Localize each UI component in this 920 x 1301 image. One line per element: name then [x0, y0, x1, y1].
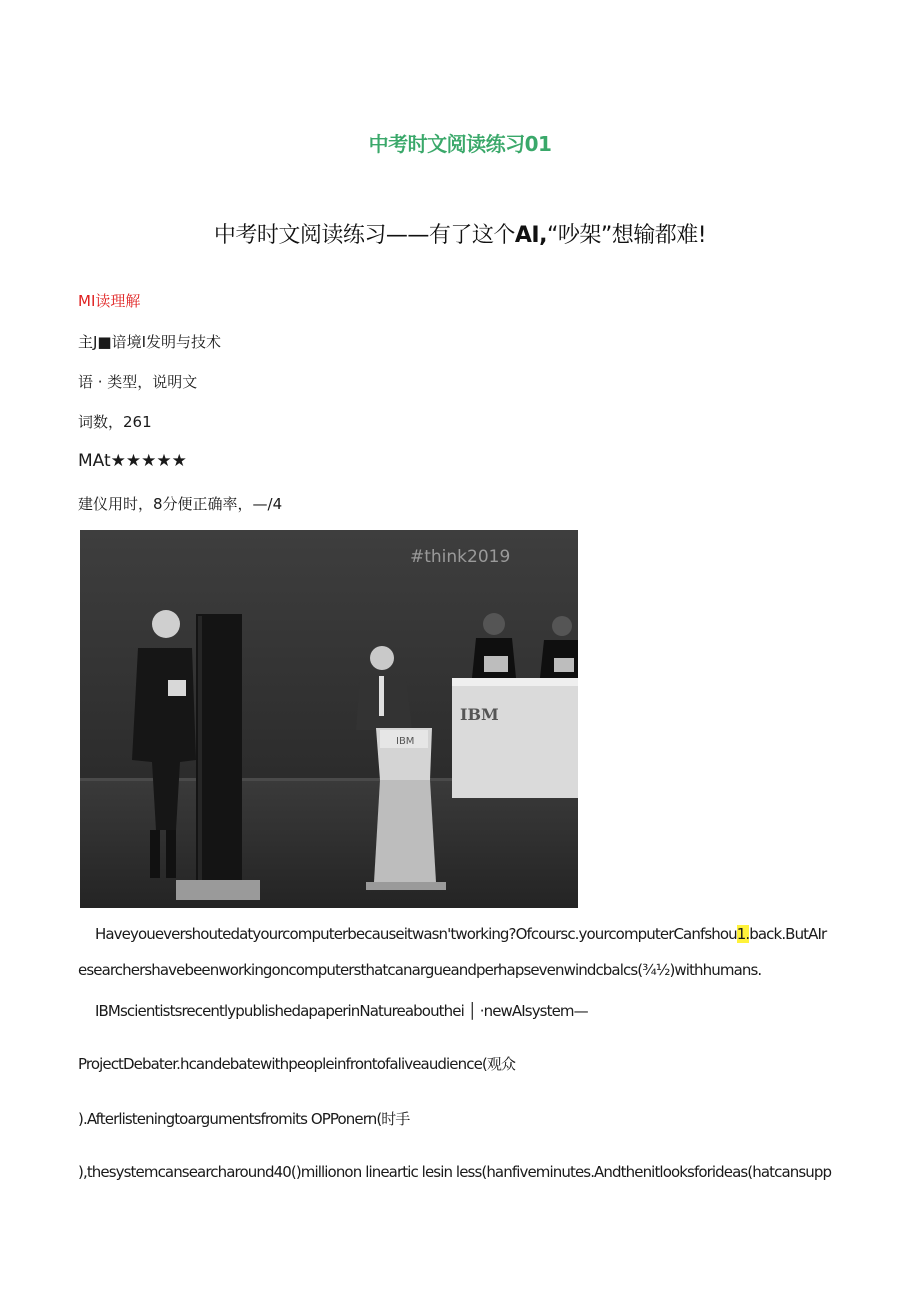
paragraph-2-line-4: ),thesystemcansearcharound40()millionon lineartic lesin less(hanfiveminutes.Andthenitlooksforideas(hatcansupp [78, 1163, 832, 1181]
highlighted-question-marker: 1. [736, 925, 750, 943]
ibm-desk [452, 678, 578, 798]
debate-photo [80, 530, 578, 908]
paragraph-1-line-2: esearchershavebeenworkingoncomputersthatcanargueandperhapsevenwindcbalcs(¾½)withhumans. [78, 961, 762, 979]
paragraph-1-text-a: Haveyouevershoutedatyourcomputerbecauseitwasn'tworking?Ofcoursc.yourcomputerCanfshou [95, 925, 737, 943]
word-count-line: 词数，261 [78, 413, 152, 431]
article-title-suffix: “吵架”想输都难! [546, 223, 707, 248]
document-title: 中考时文阅读练习01 [368, 132, 552, 156]
paragraph-2-line-3: ).Afterlisteningtoargumentsfromits OPPonern(时手 [78, 1110, 410, 1128]
article-title-prefix: 中考时文阅读练习——有了这个 [213, 223, 515, 248]
paragraph-1-text-b: back.ButAIr [749, 925, 827, 943]
difficulty-line: MAt★★★★★ [78, 451, 187, 471]
article-title-ai: AI, [514, 223, 547, 248]
type-line: 语 · 类型，说明文 [78, 373, 198, 391]
topic-line: 主J■谙境I发明与技术 [78, 333, 222, 351]
podium-logo-text: IBM [396, 736, 415, 747]
paragraph-2-line-1: IBMscientistsrecentlypublishedapaperinNatureabouthei │ ·newAIsystem— [95, 1002, 588, 1020]
photo-hashtag-text: #think2019 [410, 547, 511, 567]
paragraph-2-line-2: ProjectDebater.hcandebatewithpeopleinfrontofaliveaudience(观众 [78, 1055, 516, 1073]
section-label: MI读理解 [78, 292, 141, 310]
time-line: 建仪用时，8分便正确率，—/4 [78, 495, 283, 513]
ibm-desk-logo-text: IBM [460, 705, 499, 724]
article-title [0, 218, 920, 249]
paragraph-1-line-1 [78, 925, 865, 943]
ai-tower [196, 614, 242, 884]
debate-photo-illustration [80, 530, 578, 908]
